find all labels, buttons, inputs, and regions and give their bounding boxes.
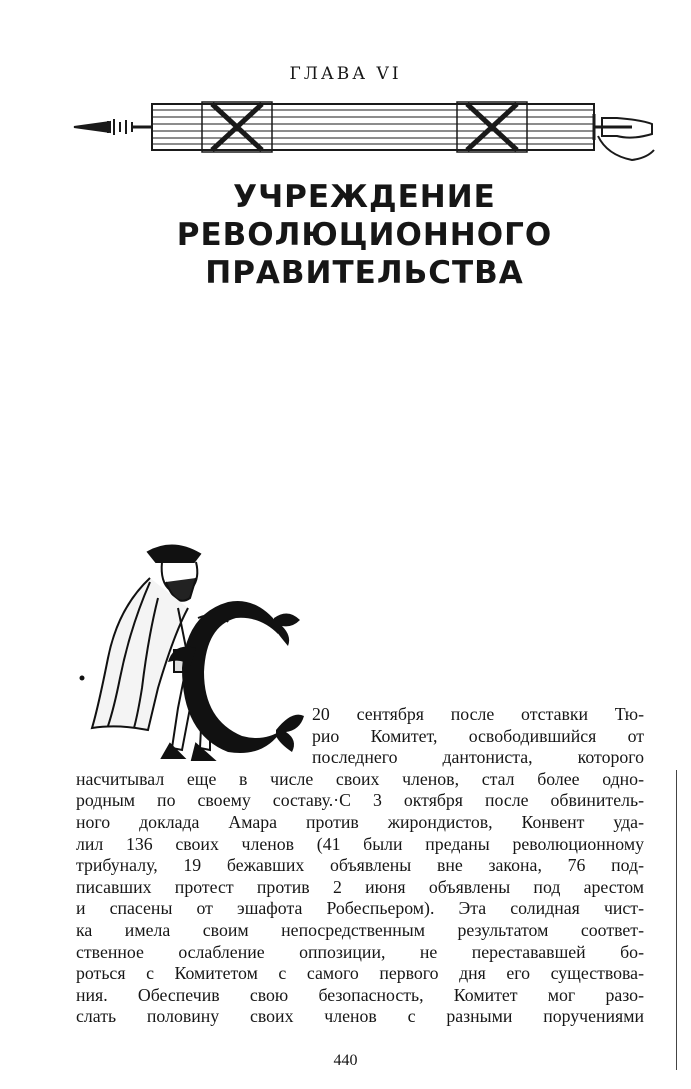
body-text-line: ственное ослабление оппозиции, не перестававшей бо- (76, 941, 644, 962)
chapter-title-line: ПРАВИТЕЛЬСТВА (205, 255, 524, 291)
chapter-title-line: РЕВОЛЮЦИОННОГО (176, 217, 553, 253)
body-text-line: писавших протест против 2 июня объявлены под арестом (76, 876, 644, 897)
body-text-line: 20 сентября после отставки Тю- (312, 704, 644, 724)
body-text-line: трибуналу, 19 бежавших объявлены вне закона, 76 под- (76, 855, 644, 876)
body-text-line: последнего дантониста, которого (312, 747, 644, 768)
body-text (76, 704, 644, 1028)
page-edge-line (676, 770, 677, 1070)
body-text-line: насчитывал еще в числе своих членов, стал более одно- (76, 768, 644, 789)
body-text-line: лил 136 своих членов (41 были преданы революционному (76, 833, 644, 854)
body-text-line: родным по своему составу.·С 3 октября после обвинитель- (76, 790, 644, 811)
chapter-title-line: УЧРЕЖДЕНИЕ (233, 179, 496, 215)
body-text-line: ния. Обеспечив свою безопасность, Комитет мог разо- (76, 984, 644, 1005)
body-text-line: ного доклада Амара против жирондистов, Конвент уда- (76, 811, 644, 832)
chapter-title (0, 178, 691, 292)
body-text-line: ка имела своим непосредственным результатом соответ- (76, 919, 644, 940)
chapter-label: ГЛАВА VI (289, 64, 402, 84)
body-text-line: рио Комитет, освободившийся от (312, 725, 644, 746)
fasces-with-axe-ornament (72, 100, 658, 168)
body-text-line: роться с Комитетом с самого первого дня его существова- (76, 963, 644, 984)
page-number: 440 (333, 1052, 358, 1069)
body-text-line: и спасены от эшафота Робеспьером). Эта солидная чист- (76, 898, 644, 919)
body-text-line: слать половину своих членов с разными поручениями (76, 1006, 644, 1027)
